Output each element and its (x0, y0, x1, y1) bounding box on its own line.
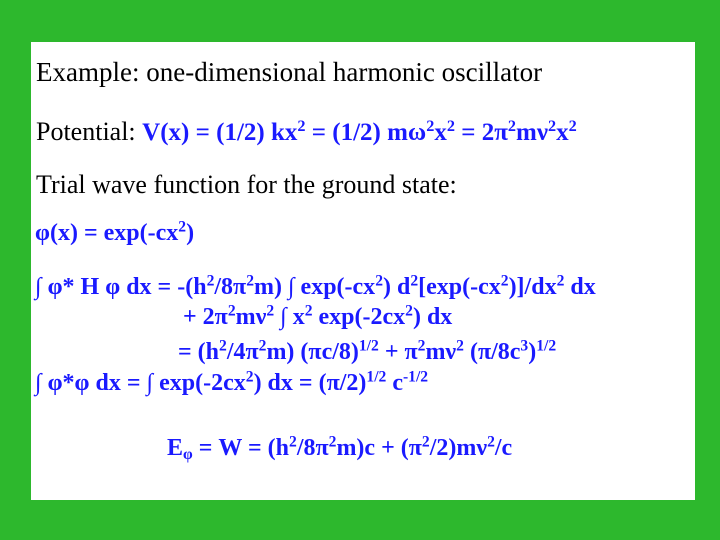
slide-panel (31, 42, 695, 500)
trial-function-text: Trial wave function for the ground state: (36, 170, 457, 199)
potential-formula: V(x) = (1/2) $kx^2 = (1/2) m\omega^2x^2 = 2\pi^2m\nu^2x^2$ (142, 117, 577, 146)
normalization-integral: ∫ φ*φ dx = ∫ $\exp(-2cx^2)$ dx = $(\pi/2)^{1/2}$ $c^{-1/2}$ (35, 368, 429, 396)
energy-result: $E_\varphi = W = (h^2/8\pi^2m)c + (\pi^2/2)m\nu^2/c$ (167, 433, 513, 463)
potential-label: Potential: (36, 117, 143, 146)
hamiltonian-result: = $(h^2/4\pi^2m) (\pi c/8)^{1/2} + \pi^2m\nu^2$ $(\pi/8c^3)^{1/2}$ (178, 337, 557, 365)
potential-line (36, 117, 577, 147)
slide-title: Example: one-dimensional harmonic oscillator (36, 57, 543, 87)
hamiltonian-integral: ∫ φ* H φ dx = $-(h^2/8\pi^2m)$ ∫ $\exp(-cx^2)$ $d^2[\exp(-cx^2)]/dx^2$ dx (35, 272, 596, 300)
hamiltonian-continuation: + $2\pi^2m\nu^2$ ∫ $x^2$ $\exp(-2cx^2)$ dx (183, 302, 453, 330)
phi-definition: $\varphi(x) = \exp(-cx^2)$ (35, 218, 195, 246)
